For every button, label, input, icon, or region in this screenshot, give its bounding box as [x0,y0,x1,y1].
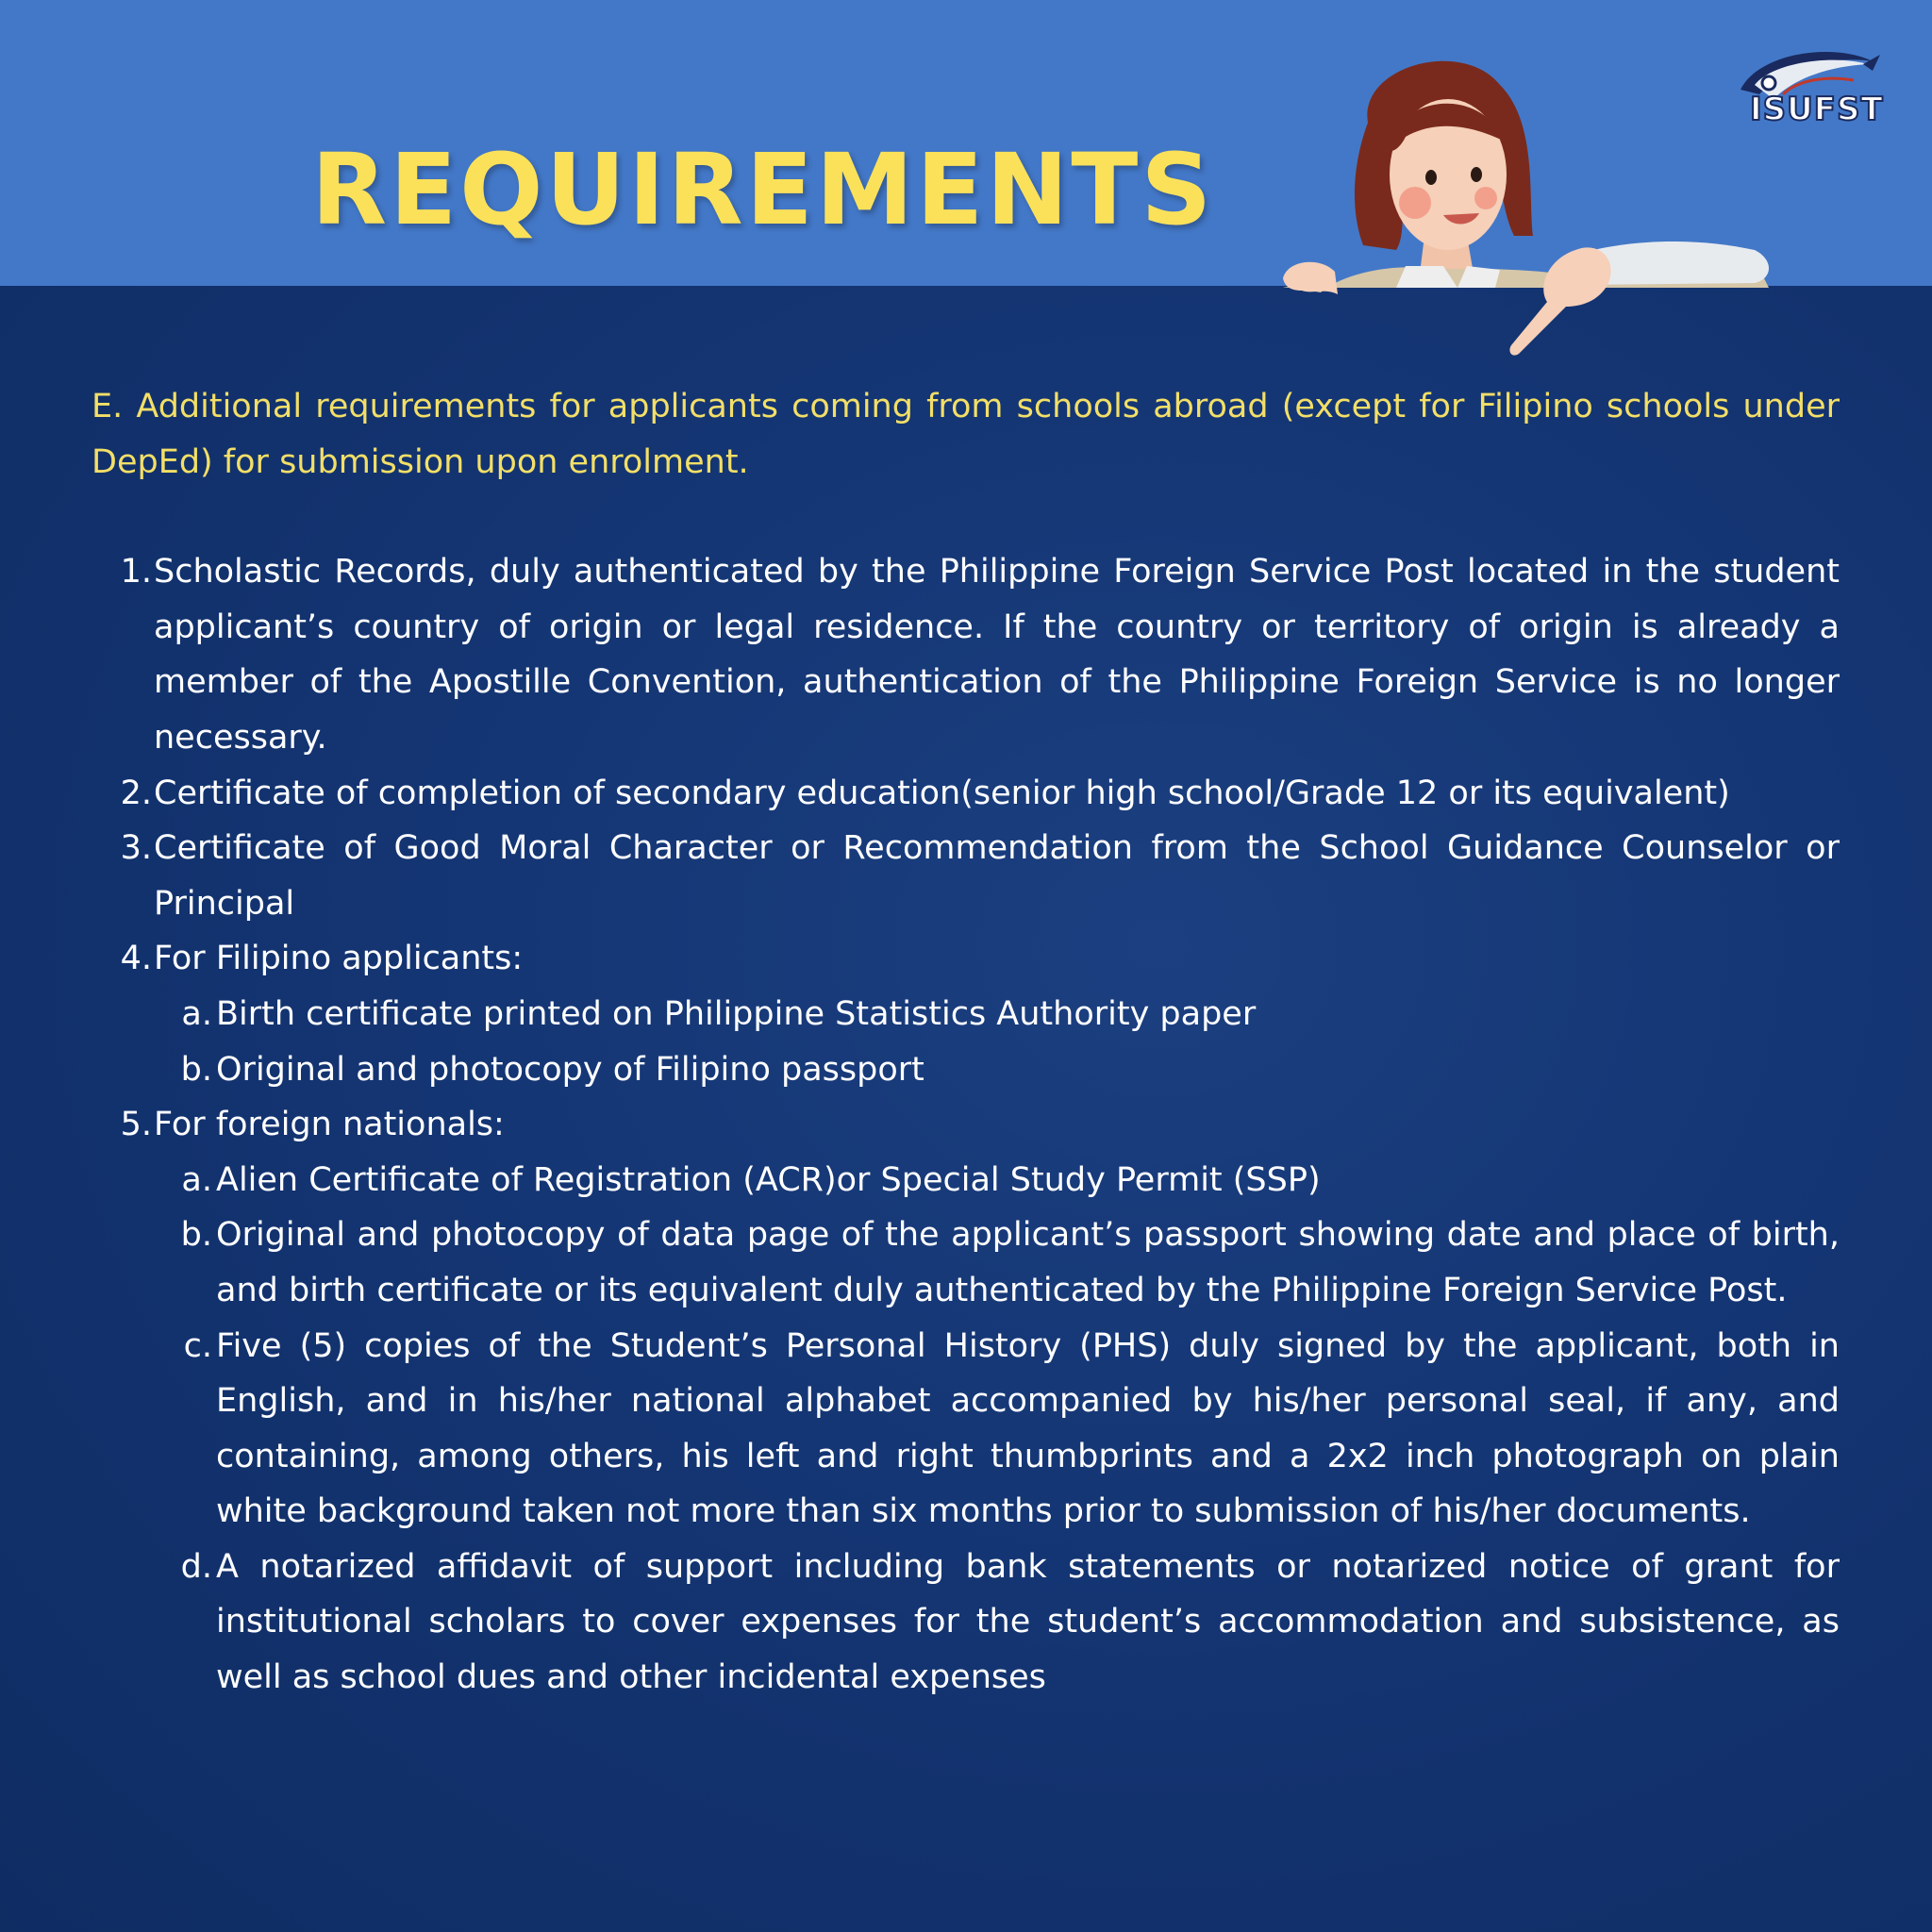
list-number: 3. [120,829,152,868]
list-item-text: Scholastic Records, duly authenticated by the Philippine Foreign Service Post located in the student applicant’s country of origin or legal residence. If the country or territory of origin is already a member of the Apostille Convention, authentication of the Philippine Foreign Service is no longer necessary. [154,553,1840,757]
list-number: 2. [120,774,152,812]
logo-text: ISUFST [1750,91,1884,128]
sublist-text: Five (5) copies of the Student’s Personal History (PHS) duly signed by the applicant, both in English, and in his/her national alphabet accompanied by his/her personal seal, if any, and containing, among others, his left and right thumbprints and a 2x2 inch photograph on plain white background taken not more than six months prior to submission of his/her documents. [216,1326,1840,1531]
sublist-text: A notarized affidavit of support including bank statements or notarized notice of grant for institutional scholars to cover expenses for the student’s accommodation and subsistence, as well as school dues and other incidental expenses [216,1547,1840,1697]
sublist-text: Birth certificate printed on Philippine Statistics Authority paper [216,994,1257,1033]
list-number: 1. [120,553,152,591]
intro-paragraph: E. Additional requirements for applicants coming from schools abroad (except for Filipino schools under DepEd) for submission upon enrolment. [92,388,1840,481]
page-title: REQUIREMENTS [311,132,1215,247]
list-item-2 [92,766,1840,822]
foreign-sublist [154,1153,1840,1706]
sublist-label: b. [180,1216,212,1255]
sublist-item [154,1540,1840,1706]
sublist-item [154,987,1840,1042]
list-number: 5. [120,1106,152,1144]
girl-illustration-icon [1264,47,1774,368]
sublist-label: d. [180,1547,212,1586]
sublist-label: a. [181,1160,212,1199]
sublist-item [154,1208,1840,1318]
sublist-label: a. [181,994,212,1033]
list-item-text: Certificate of Good Moral Character or Recommendation from the School Guidance Counselor or Principal [154,829,1840,923]
filipino-sublist [154,987,1840,1097]
requirements-list [92,544,1840,1705]
sublist-item [154,1319,1840,1540]
list-item-text: Certificate of completion of secondary education(senior high school/Grade 12 or its equivalent) [154,774,1730,812]
list-item-text: For foreign nationals: [154,1106,505,1144]
sublist-label: c. [183,1326,212,1365]
list-item-3 [92,821,1840,931]
sublist-label: b. [180,1050,212,1089]
sublist-text: Original and photocopy of data page of the applicant’s passport showing date and place of birth, and birth certificate or its equivalent duly authenticated by the Philippine Foreign Service Post. [216,1216,1840,1309]
sublist-item [154,1042,1840,1098]
sublist-text: Alien Certificate of Registration (ACR)or Special Study Permit (SSP) [216,1160,1321,1199]
list-item-5 [92,1097,1840,1706]
list-item-1 [92,544,1840,765]
requirements-content [92,379,1840,1706]
list-number: 4. [120,940,152,978]
sublist-text: Original and photocopy of Filipino passport [216,1050,924,1089]
sublist-item [154,1153,1840,1208]
list-item-text: For Filipino applicants: [154,940,524,978]
list-item-4 [92,931,1840,1097]
